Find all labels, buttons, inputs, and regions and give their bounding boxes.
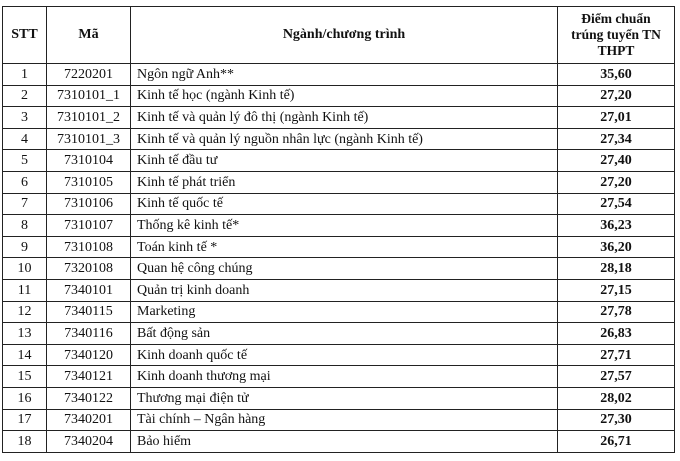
cell-stt: 17 xyxy=(3,409,47,431)
cell-score: 27,57 xyxy=(558,366,675,388)
cell-score: 27,34 xyxy=(558,128,675,150)
cell-code: 7340120 xyxy=(47,344,131,366)
cell-code: 7310101_3 xyxy=(47,128,131,150)
cell-program-name: Kinh doanh quốc tế xyxy=(131,344,558,366)
table-row xyxy=(3,366,675,388)
cell-program-name: Kinh tế quốc tế xyxy=(131,193,558,215)
cell-score: 27,20 xyxy=(558,171,675,193)
cell-code: 7340101 xyxy=(47,279,131,301)
cell-program-name: Marketing xyxy=(131,301,558,323)
table-row xyxy=(3,431,675,453)
cell-score: 27,01 xyxy=(558,107,675,129)
table-row xyxy=(3,258,675,280)
table-row xyxy=(3,128,675,150)
cell-code: 7340115 xyxy=(47,301,131,323)
table-row xyxy=(3,323,675,345)
cell-stt: 15 xyxy=(3,366,47,388)
cell-stt: 18 xyxy=(3,431,47,453)
cell-stt: 1 xyxy=(3,64,47,86)
cell-score: 36,20 xyxy=(558,236,675,258)
cell-program-name: Quản trị kinh doanh xyxy=(131,279,558,301)
cell-code: 7220201 xyxy=(47,64,131,86)
table-row xyxy=(3,85,675,107)
table-row xyxy=(3,107,675,129)
cell-score: 27,78 xyxy=(558,301,675,323)
cell-score: 27,40 xyxy=(558,150,675,172)
cell-code: 7310105 xyxy=(47,171,131,193)
cell-stt: 10 xyxy=(3,258,47,280)
table-row xyxy=(3,64,675,86)
cell-stt: 11 xyxy=(3,279,47,301)
table-row xyxy=(3,279,675,301)
cell-code: 7310107 xyxy=(47,215,131,237)
cell-program-name: Kinh tế học (ngành Kinh tế) xyxy=(131,85,558,107)
cell-program-name: Kinh tế và quản lý nguồn nhân lực (ngành Kinh tế) xyxy=(131,128,558,150)
cell-stt: 12 xyxy=(3,301,47,323)
cell-stt: 4 xyxy=(3,128,47,150)
admission-score-table-container xyxy=(2,6,675,453)
table-row xyxy=(3,344,675,366)
table-row xyxy=(3,409,675,431)
table-row xyxy=(3,387,675,409)
cell-program-name: Thống kê kinh tế* xyxy=(131,215,558,237)
cell-stt: 9 xyxy=(3,236,47,258)
cell-code: 7320108 xyxy=(47,258,131,280)
header-score-line1: Điểm chuẩn xyxy=(581,11,651,26)
table-body xyxy=(3,64,675,453)
cell-program-name: Toán kinh tế * xyxy=(131,236,558,258)
cell-score: 27,20 xyxy=(558,85,675,107)
cell-score: 28,18 xyxy=(558,258,675,280)
cell-stt: 16 xyxy=(3,387,47,409)
cell-score: 26,71 xyxy=(558,431,675,453)
cell-code: 7310101_2 xyxy=(47,107,131,129)
header-code: Mã xyxy=(47,7,131,64)
admission-score-table xyxy=(2,6,675,453)
table-row xyxy=(3,236,675,258)
cell-score: 35,60 xyxy=(558,64,675,86)
cell-code: 7310104 xyxy=(47,150,131,172)
cell-stt: 6 xyxy=(3,171,47,193)
cell-code: 7340116 xyxy=(47,323,131,345)
cell-code: 7340122 xyxy=(47,387,131,409)
header-program: Ngành/chương trình xyxy=(131,7,558,64)
header-score-line3: THPT xyxy=(597,43,635,58)
header-score xyxy=(558,7,675,64)
header-score-line2: trúng tuyển TN xyxy=(571,27,661,42)
cell-score: 27,15 xyxy=(558,279,675,301)
cell-code: 7310101_1 xyxy=(47,85,131,107)
cell-code: 7340204 xyxy=(47,431,131,453)
cell-program-name: Kinh doanh thương mại xyxy=(131,366,558,388)
cell-program-name: Kinh tế đầu tư xyxy=(131,150,558,172)
header-stt: STT xyxy=(3,7,47,64)
cell-stt: 14 xyxy=(3,344,47,366)
table-row xyxy=(3,301,675,323)
cell-program-name: Kinh tế và quản lý đô thị (ngành Kinh tế) xyxy=(131,107,558,129)
cell-stt: 2 xyxy=(3,85,47,107)
table-row xyxy=(3,171,675,193)
table-row xyxy=(3,215,675,237)
cell-stt: 8 xyxy=(3,215,47,237)
cell-program-name: Ngôn ngữ Anh** xyxy=(131,64,558,86)
cell-program-name: Quan hệ công chúng xyxy=(131,258,558,280)
cell-score: 28,02 xyxy=(558,387,675,409)
table-row xyxy=(3,150,675,172)
cell-code: 7340121 xyxy=(47,366,131,388)
cell-code: 7310108 xyxy=(47,236,131,258)
cell-stt: 7 xyxy=(3,193,47,215)
cell-score: 27,30 xyxy=(558,409,675,431)
cell-code: 7340201 xyxy=(47,409,131,431)
cell-score: 36,23 xyxy=(558,215,675,237)
cell-stt: 5 xyxy=(3,150,47,172)
table-header xyxy=(3,7,675,64)
cell-program-name: Thương mại điện tử xyxy=(131,387,558,409)
cell-score: 27,54 xyxy=(558,193,675,215)
header-row xyxy=(3,7,675,64)
cell-code: 7310106 xyxy=(47,193,131,215)
cell-score: 27,71 xyxy=(558,344,675,366)
cell-stt: 13 xyxy=(3,323,47,345)
cell-stt: 3 xyxy=(3,107,47,129)
cell-score: 26,83 xyxy=(558,323,675,345)
cell-program-name: Bất động sản xyxy=(131,323,558,345)
cell-program-name: Tài chính – Ngân hàng xyxy=(131,409,558,431)
table-row xyxy=(3,193,675,215)
cell-program-name: Kinh tế phát triển xyxy=(131,171,558,193)
cell-program-name: Bảo hiểm xyxy=(131,431,558,453)
